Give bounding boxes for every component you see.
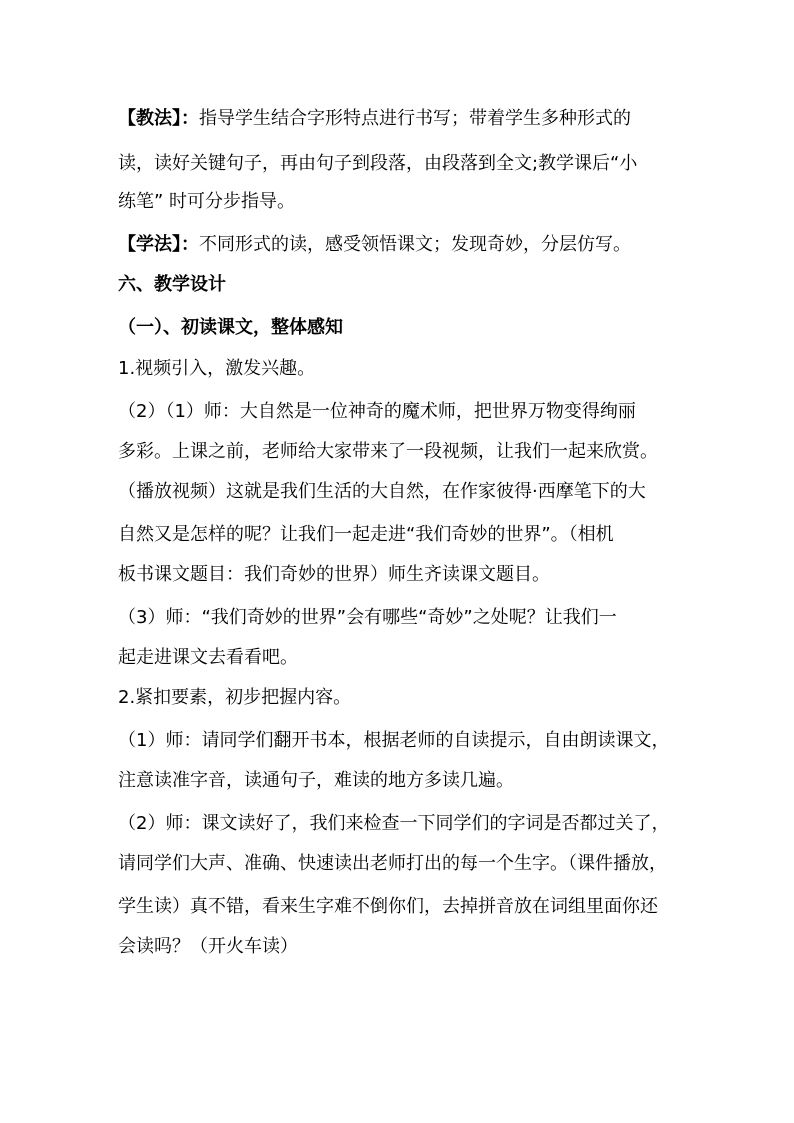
text-line-21: 会读吗？（开火车读） <box>118 936 298 957</box>
text-line-9: 多彩。上课之前，老师给大家带来了一段视频，让我们一起来欣赏。 <box>118 441 658 462</box>
text-line-18: （2）师：课文读好了，我们来检查一下同学们的字词是否都过关了， <box>118 813 670 834</box>
text-line-20: 学生读）真不错，看来生字难不倒你们，去掉拼音放在词组里面你还 <box>118 896 658 917</box>
method-teaching-text: 指导学生结合字形特点进行书写；带着学生多种形式的 <box>199 108 631 129</box>
text-line-11: 自然又是怎样的呢？让我们一起走进“我们奇妙的世界”。（相机 <box>118 524 614 545</box>
subsection-heading-initial-reading: （一）、初读课文，整体感知 <box>118 317 343 338</box>
method-learning-label: 【学法】： <box>118 234 199 255</box>
method-teaching-label: 【教法】： <box>118 108 199 129</box>
text-line-17: 注意读准字音，读通句子，难读的地方多读几遍。 <box>118 770 514 791</box>
text-line-16: （1）师：请同学们翻开书本，根据老师的自读提示，自由朗读课文， <box>118 730 670 751</box>
text-line-13: （3）师：“我们奇妙的世界”会有哪些“奇妙”之处呢？让我们一 <box>118 607 617 628</box>
text-line-8: （2）（1）师：大自然是一位神奇的魔术师，把世界万物变得绚丽 <box>118 401 636 422</box>
section-heading-teaching-design: 六、教学设计 <box>118 274 226 295</box>
text-line-15: 2.紧扣要素，初步把握内容。 <box>118 687 352 708</box>
text-line-19: 请同学们大声、准确、快速读出老师打出的每一个生字。（课件播放， <box>118 853 667 874</box>
text-line-14: 起走进课文去看看吧。 <box>118 647 298 668</box>
method-learning-text: 不同形式的读，感受领悟课文；发现奇妙，分层仿写。 <box>199 234 631 255</box>
text-line-7: 1.视频引入，激发兴趣。 <box>118 358 316 379</box>
text-line-2: 读，读好关键句子，再由句子到段落，由段落到全文;教学课后“小 <box>118 153 638 174</box>
text-line-12: 板书课文题目：我们奇妙的世界）师生齐读课文题目。 <box>118 564 550 585</box>
text-line-1 <box>118 107 698 131</box>
text-line-10: （播放视频）这就是我们生活的大自然，在作家彼得·西摩笔下的大 <box>118 481 646 502</box>
text-line-4 <box>118 233 698 257</box>
text-line-3: 练笔” 时可分步指导。 <box>118 191 296 212</box>
